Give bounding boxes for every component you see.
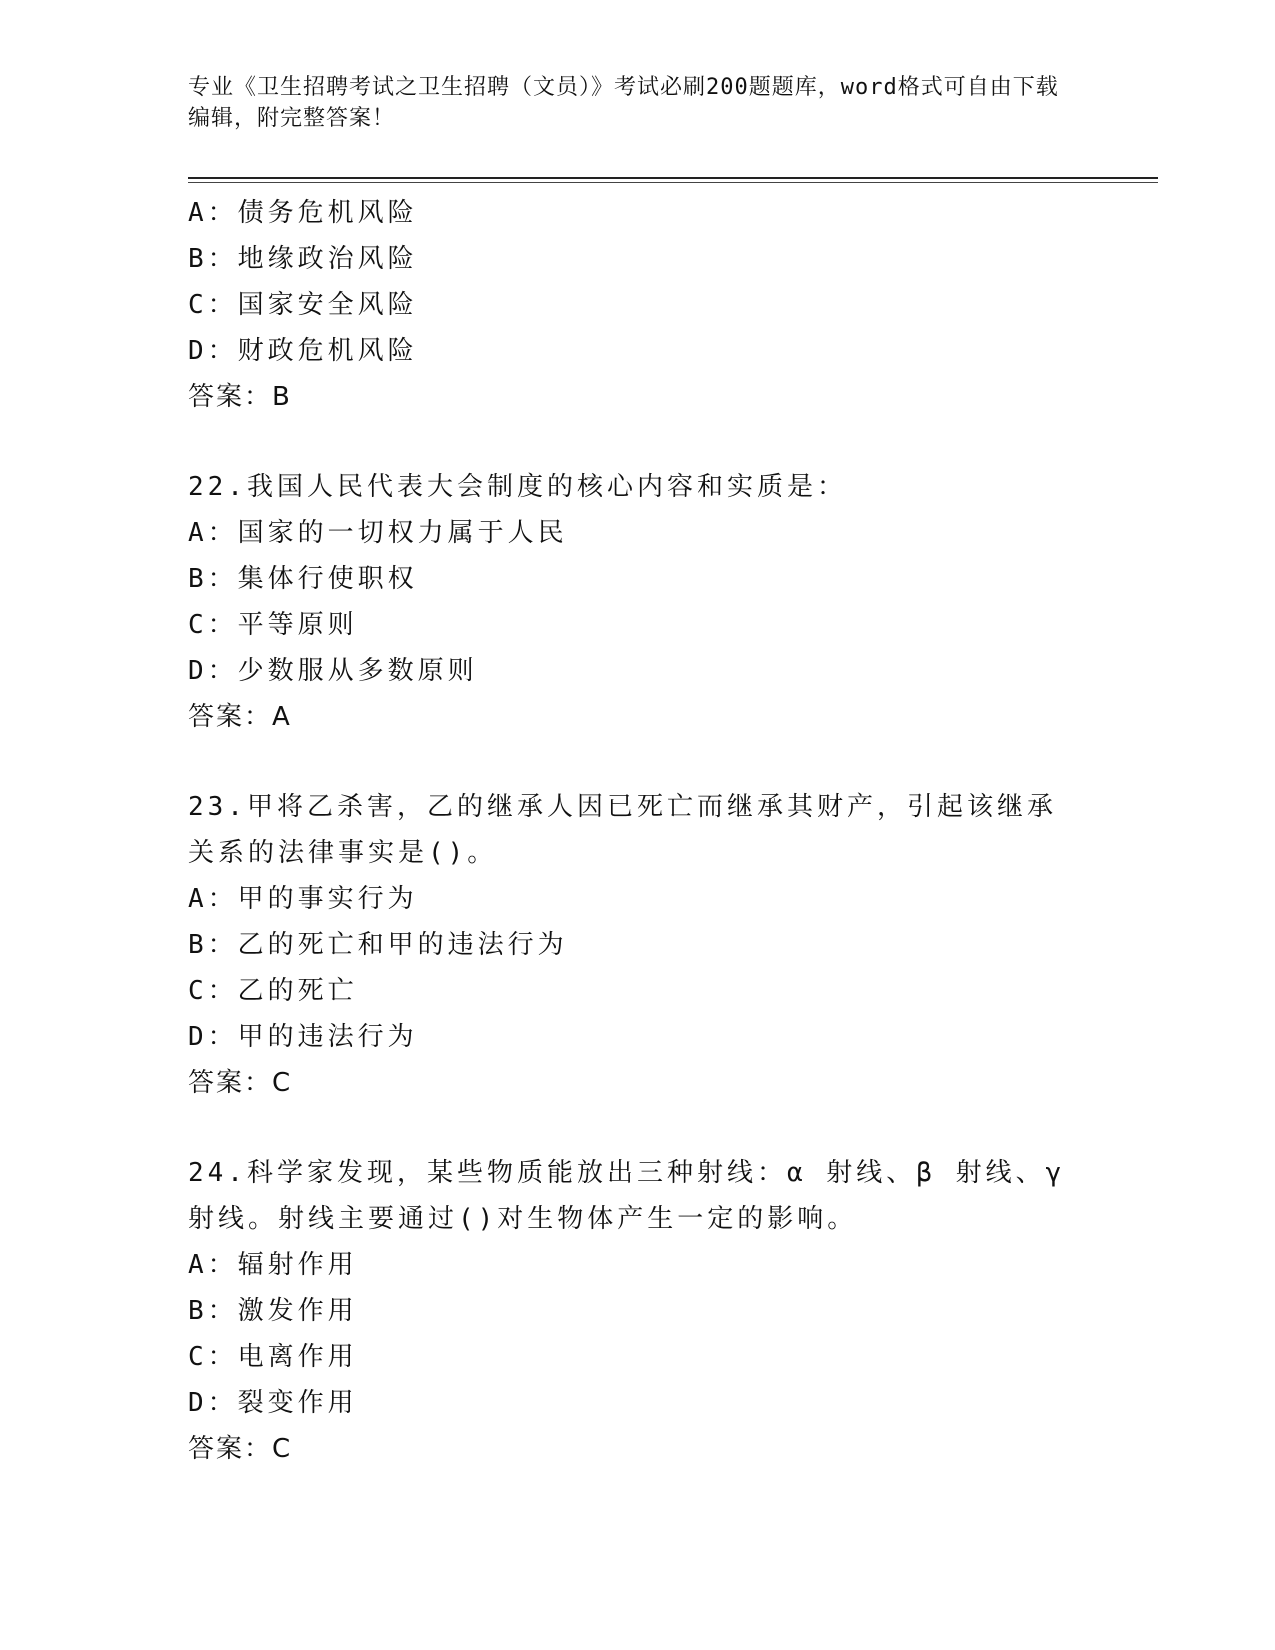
- question-stem: 22.我国人民代表大会制度的核心内容和实质是：: [188, 472, 847, 502]
- option-d: D：裂变作用: [188, 1388, 358, 1418]
- option-d: D：甲的违法行为: [188, 1022, 418, 1052]
- answer-line: 答案：A: [188, 702, 292, 732]
- option-a: A：辐射作用: [188, 1250, 358, 1280]
- option-c: C：乙的死亡: [188, 976, 358, 1006]
- question-spacer: [188, 740, 1088, 784]
- header-divider-thick: [188, 177, 1158, 179]
- question-23: [188, 784, 1088, 1106]
- question-24: [188, 1150, 1088, 1472]
- question-21: [188, 190, 1088, 420]
- question-stem: 24.科学家发现，某些物质能放出三种射线：α 射线、β 射线、γ 射线。射线主要通过()对生物体产生一定的影响。: [188, 1158, 1066, 1234]
- answer-line: 答案：C: [188, 1434, 293, 1464]
- option-b: B：激发作用: [188, 1296, 358, 1326]
- option-b: B：地缘政治风险: [188, 244, 418, 274]
- question-spacer: [188, 1106, 1088, 1150]
- option-b: B：集体行使职权: [188, 564, 418, 594]
- option-c: C：电离作用: [188, 1342, 358, 1372]
- option-a: A：债务危机风险: [188, 198, 418, 228]
- option-a: A：国家的一切权力属于人民: [188, 518, 568, 548]
- question-stem: 23.甲将乙杀害，乙的继承人因已死亡而继承其财产，引起该继承关系的法律事实是()。: [188, 792, 1057, 868]
- option-b: B：乙的死亡和甲的违法行为: [188, 930, 568, 960]
- option-c: C：平等原则: [188, 610, 358, 640]
- question-22: [188, 464, 1088, 740]
- question-list: [188, 190, 1088, 1472]
- header-divider-thin: [188, 182, 1158, 183]
- question-spacer: [188, 420, 1088, 464]
- answer-line: 答案：C: [188, 1068, 293, 1098]
- option-d: D：少数服从多数原则: [188, 656, 478, 686]
- option-d: D：财政危机风险: [188, 336, 418, 366]
- option-a: A：甲的事实行为: [188, 884, 418, 914]
- answer-line: 答案：B: [188, 382, 292, 412]
- document-header: 专业《卫生招聘考试之卫生招聘（文员）》考试必刷200题题库，word格式可自由下载编辑，附完整答案！: [188, 75, 1059, 131]
- option-c: C：国家安全风险: [188, 290, 418, 320]
